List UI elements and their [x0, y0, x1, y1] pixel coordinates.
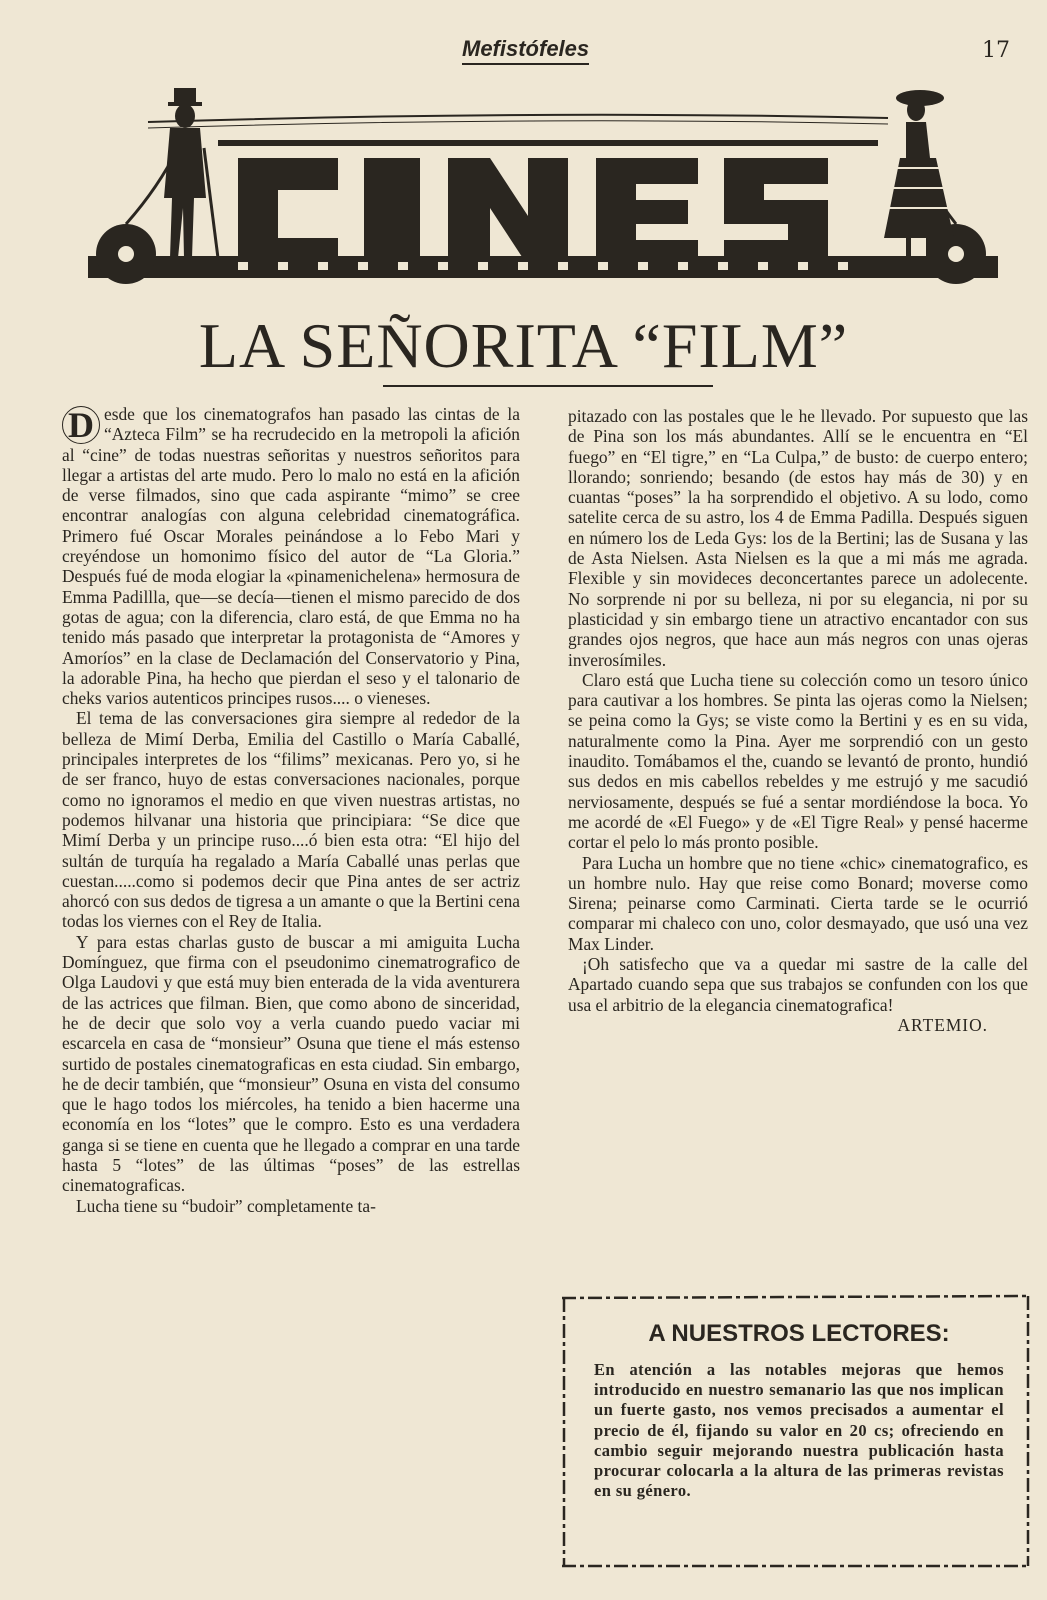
article-paragraph-2: El tema de las conversaciones gira siempre al rededor de la belleza de Mimí Derba, Emilia del Castillo o María Caballé, principales interpretes de los “filims” mexicanas. Pero yo, si he de ser franco, huyo de estas conversaciones nacionales, porque como no ignoramos el medio en que viven nuestras artistas, no podemos hilvanar una historia que principiara: “Se dice que Mimí Derba y un principe ruso....ó bien esta otra: “El hijo del sultán de turquía ha regalado a María Caballé unas perlas que cuestan.....como si podemos decir que Pina antes de ser actriz ahorcó con sus dedos de tigresa a un amante o que la Bertini cena todas los viernes con el Rey de Italia. [62, 708, 520, 932]
cines-banner-illustration [88, 88, 998, 303]
notice-box [558, 1290, 1034, 1572]
running-title: Mefistófeles [462, 36, 589, 65]
title-divider [383, 385, 713, 387]
article-paragraph-7: Para Lucha un hombre que no tiene «chic» cinematografico, es un hombre nulo. Hay que reise como Bonard; moverse como Sirena; peinarse como Carminati. Cierta tarde se le ocurrió comparar mi chaleco con uno, color desmayado, que usó una vez Max Linder. [568, 852, 1028, 954]
article-paragraph-5: pitazado con las postales que le he llevado. Por supuesto que las de Pina son los más abundantes. Allí se le encuentra en “El fuego” en “El tigre,” en “La Culpa,” de busto: de cuerpo entero; llorando; sonriendo; besando (de estos hay más de 30) y en cuantas “poses” la ha sorprendido el objetivo. A su lodo, como satelite cerca de su astro, los 4 de Emma Padilla. Después siguen en número los de Leda Gys: los de la Bertini; las de Susana y las de Asta Nielsen. Asta Nielsen es la que a mi más me agrada. Flexible y sin movideces deconcertantes parece un adolecente. No sorprende ni por su belleza, ni por su elegancia, ni por su plasticidad y sin embargo tiene un atractivo encantador con sus grandes ojos negros, que hace aun más negros con unas ojeras inverosímiles. [568, 406, 1028, 670]
article-left-column [62, 404, 520, 1216]
drop-cap: D [62, 406, 100, 444]
article-paragraph-1: D esde que los cinematografos han pasado las cintas de la “Azteca Film” se ha recrudecido en la metropoli la afición al “cine” de todas nuestras señoritas y nuestros señoritos para llegar a artistas del arte mudo. Pero lo malo no está en la afición de verse filmados, sino que cada aspirante “mimo” se cree encontrar analogías con alguna celebridad cinematográfica. Primero fué Oscar Morales peinándose a lo Febo Mari y creyéndose un homonimo físico del autor de “La Gloria.” Después fué de moda elogiar la «pinamenichelena» hermosura de Emma Padillla, que—se decía—tienen el mismo parecido de dos gotas de agua; con la diferencia, claro está, de que Emma no ha tenido más pasado que interpretar la protagonista de “Amores y Amoríos” en la clase de Declamación del Conservatorio y Pina, la adorable Pina, ha hecho que pierdan el seso y el talonario de cheks varios autenticos principes rusos.... o vieneses. [62, 404, 520, 709]
notice-body: En atención a las notables mejoras que hemos introducido en nuestro semanario las que nos implican un fuerte gasto, nos vemos precisados a aumentar el precio de él, fijando su valor en 20 cs; ofreciendo en cambio seguir mejorando nuestra publicación hasta procurar colocarla a la altura de las primeras revistas en su género. [594, 1360, 1004, 1501]
article-right-column [568, 406, 1028, 1035]
article-paragraph-4: Lucha tiene su “budoir” completamente ta- [76, 1195, 376, 1216]
article-signature: ARTEMIO. [897, 1014, 988, 1035]
article-paragraph-6: Claro está que Lucha tiene su colección como un tesoro único para cautivar a los hombres. Se pinta las ojeras como la Nielsen; se peina como la Gys; se viste como la Bertini y es en su vida, naturalmente como la Pina. Ayer me sorprendió con un gesto inaudito. Tomábamos el the, cuando se levantó de pronto, hundió sus dedos en mis cabellos rebeldes y me estrujó y me sacudió nerviosamente, después se fué a sentar mordiéndose la boca. Yo me acordé de «El Fuego» y de «El Tigre Real» y pensé hacerme cortar el pelo lo más pronto posible. [568, 669, 1028, 853]
gentleman-figure-icon [164, 88, 218, 258]
notice-title: A NUESTROS LECTORES: [648, 1320, 950, 1347]
article-title: LA SEÑORITA “FILM” [198, 310, 849, 381]
article-paragraph-8: ¡Oh satisfecho que va a quedar mi sastre de la calle del Apartado cuando sepa que sus trabajos se confunden con los que usa el arbitrio de la elegancia cinematografica! [568, 954, 1028, 1015]
lady-figure-icon [884, 90, 954, 260]
cines-letters [238, 158, 828, 266]
page-number: 17 [982, 38, 1010, 63]
article-paragraph-3: Y para estas charlas gusto de buscar a mi amiguita Lucha Domínguez, que firma con el pseudonimo cinematrografico de Olga Laudovi y que está muy bien enterada de la vida aventurera de las actrices que filman. Bien, que como abono de sinceridad, he de decir que solo voy a verla cuando puedo vaciar mi escarcela en casa de “monsieur” Osuna que tiene el más estenso surtido de postales cinematograficas en esta ciudad. Sin embargo, he de decir también, que “monsieur” Osuna en vista del consumo que le hago todos los miércoles, ha tenido a bien hacerme una economía en los “lotes” que le compro. Esto es una verdadera ganga si se tiene en cuenta que he llegado a comprar en una tarde hasta 5 “lotes” de las últimas “poses” de las estrellas cinematograficas. [62, 931, 520, 1196]
